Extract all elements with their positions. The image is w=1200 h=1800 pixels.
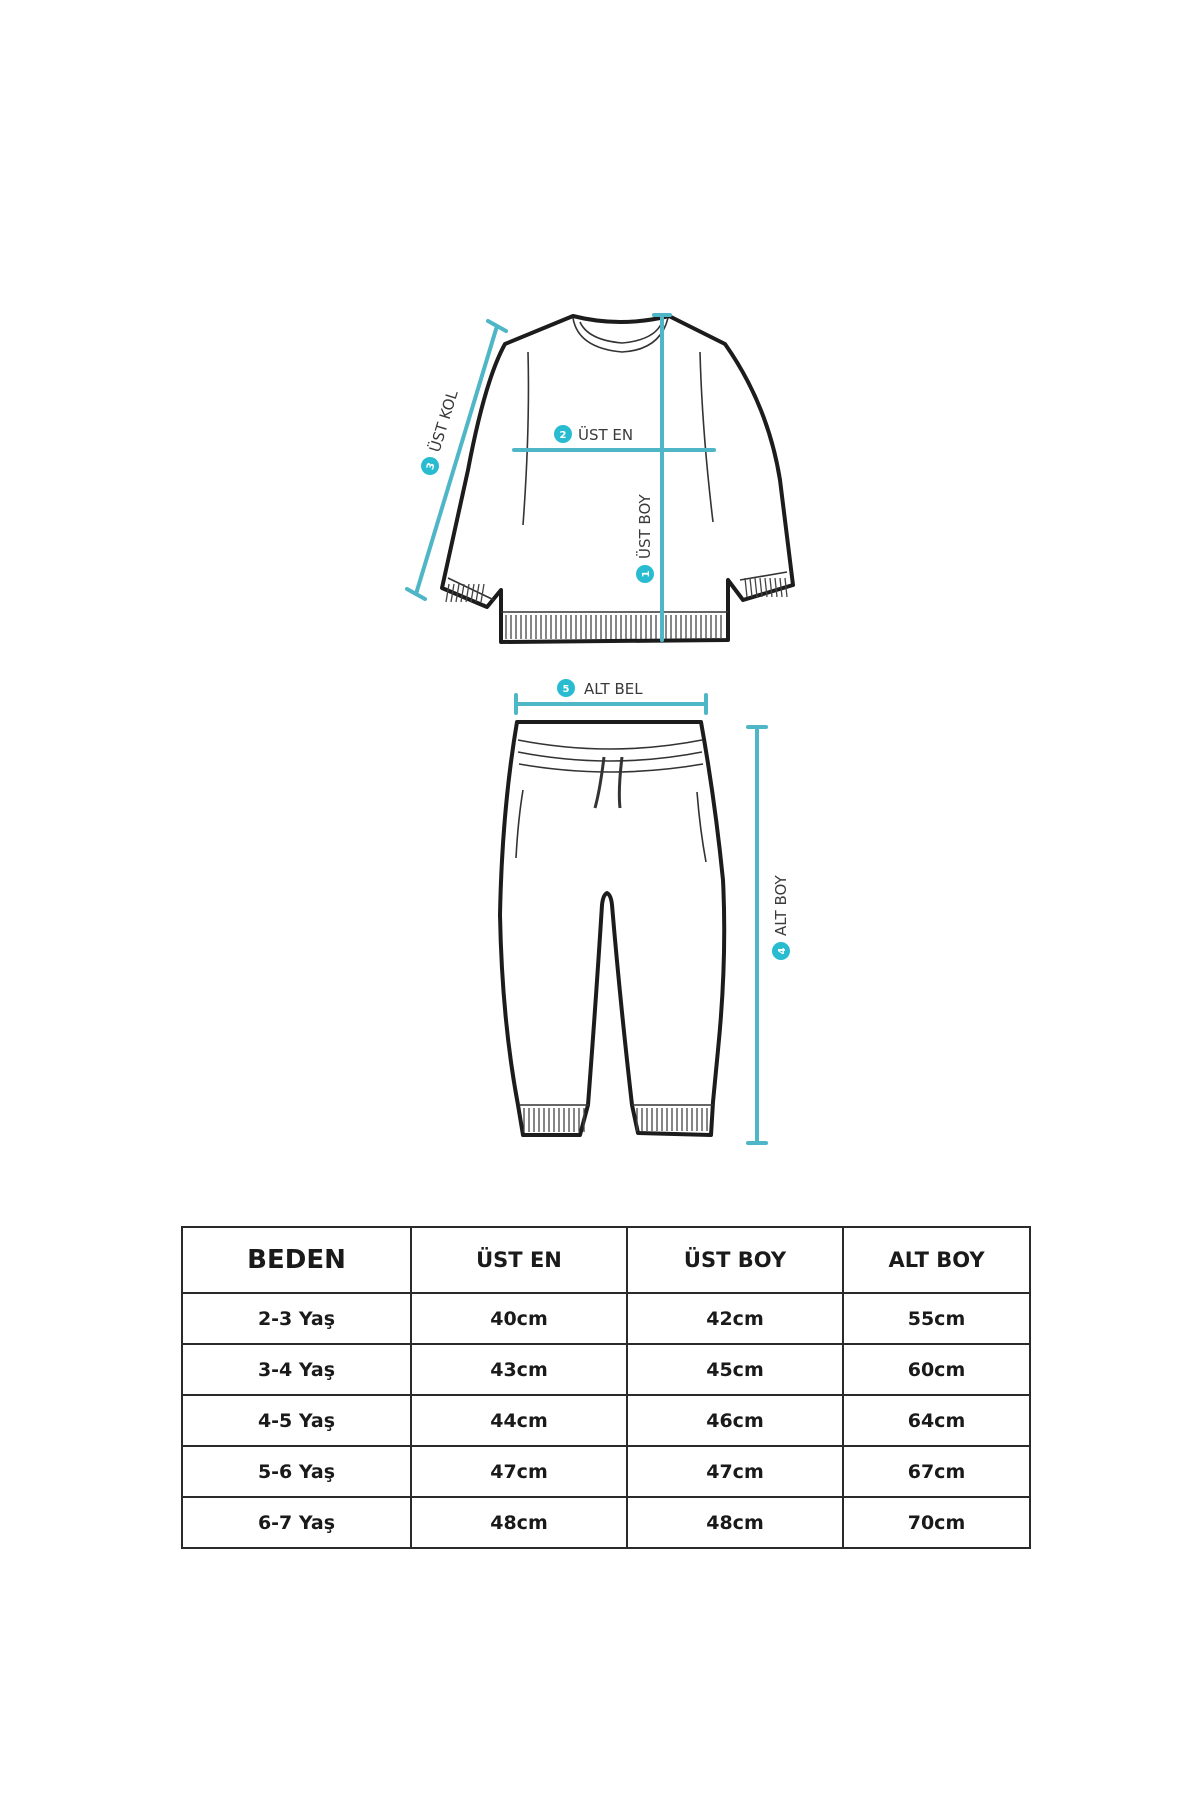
table-row	[182, 1344, 1030, 1395]
alt-boy-label: ALT BOY	[772, 875, 790, 936]
table-row	[182, 1395, 1030, 1446]
svg-text:2: 2	[559, 430, 567, 441]
alt-bel-measure	[516, 679, 706, 713]
cell-ust-boy: 47cm	[627, 1446, 843, 1497]
header-beden: BEDEN	[182, 1227, 411, 1293]
cell-ust-boy: 46cm	[627, 1395, 843, 1446]
sweatshirt-drawing	[442, 316, 793, 642]
cell-ust-boy: 42cm	[627, 1293, 843, 1344]
cell-ust-en: 44cm	[411, 1395, 627, 1446]
cell-ust-en: 43cm	[411, 1344, 627, 1395]
header-alt-boy: ALT BOY	[843, 1227, 1030, 1293]
header-ust-boy: ÜST BOY	[627, 1227, 843, 1293]
svg-text:5: 5	[562, 684, 570, 695]
ust-boy-label: ÜST BOY	[636, 494, 654, 559]
ust-en-measure	[514, 425, 714, 450]
alt-bel-label: ALT BEL	[584, 680, 643, 698]
ust-boy-measure	[635, 315, 670, 640]
cell-size: 3-4 Yaş	[182, 1344, 411, 1395]
cell-alt-boy: 55cm	[843, 1293, 1030, 1344]
cell-ust-boy: 48cm	[627, 1497, 843, 1548]
ust-kol-label: ÜST KOL	[425, 388, 462, 455]
cell-alt-boy: 60cm	[843, 1344, 1030, 1395]
table-header-row	[182, 1227, 1030, 1293]
table-row	[182, 1446, 1030, 1497]
cell-alt-boy: 64cm	[843, 1395, 1030, 1446]
ust-en-label: ÜST EN	[578, 426, 634, 444]
svg-text:3: 3	[425, 461, 438, 472]
cell-ust-en: 47cm	[411, 1446, 627, 1497]
cell-alt-boy: 67cm	[843, 1446, 1030, 1497]
size-chart-table	[181, 1226, 1031, 1549]
ust-kol-measure	[407, 321, 506, 599]
cell-ust-en: 40cm	[411, 1293, 627, 1344]
cell-ust-en: 48cm	[411, 1497, 627, 1548]
table-row	[182, 1293, 1030, 1344]
alt-boy-measure	[748, 727, 790, 1143]
svg-text:4: 4	[777, 947, 788, 955]
cell-size: 2-3 Yaş	[182, 1293, 411, 1344]
cell-size: 5-6 Yaş	[182, 1446, 411, 1497]
cell-size: 4-5 Yaş	[182, 1395, 411, 1446]
svg-text:1: 1	[641, 570, 652, 578]
pants-drawing	[500, 722, 724, 1135]
table-row	[182, 1497, 1030, 1548]
cell-ust-boy: 45cm	[627, 1344, 843, 1395]
cell-alt-boy: 70cm	[843, 1497, 1030, 1548]
header-ust-en: ÜST EN	[411, 1227, 627, 1293]
cell-size: 6-7 Yaş	[182, 1497, 411, 1548]
